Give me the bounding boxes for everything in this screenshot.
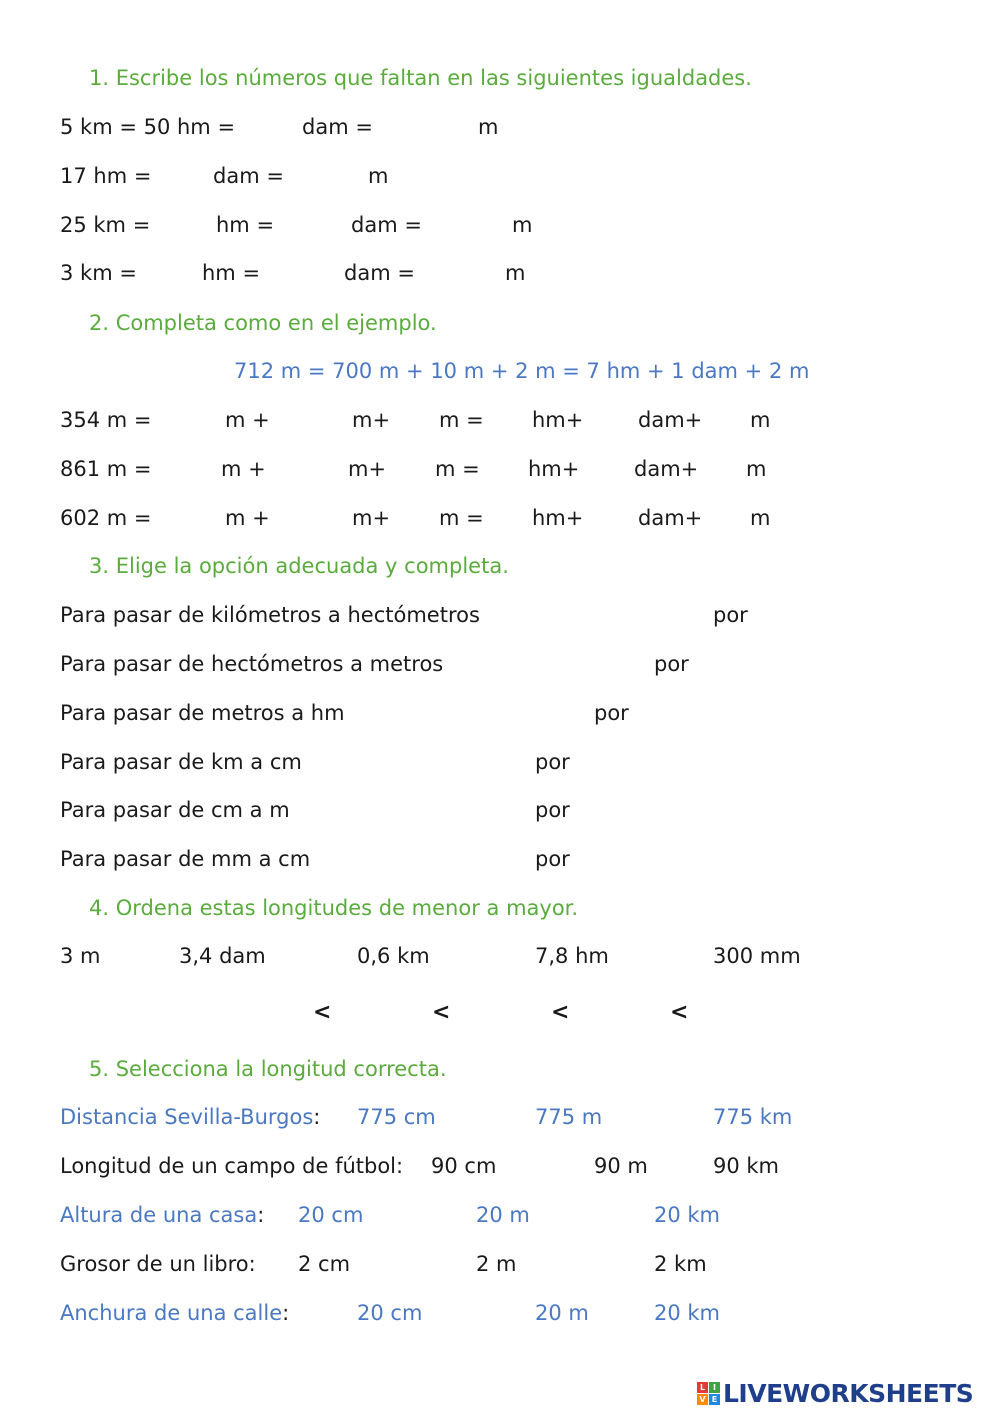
- s1-row1-dam: dam =: [302, 115, 373, 139]
- s2-row3-start: 602 m =: [60, 506, 152, 530]
- s2-row2-p6: m: [746, 457, 767, 481]
- s5-row3-label: Altura de una casa: [60, 1203, 258, 1227]
- s2-row2-p1: m +: [221, 457, 266, 481]
- liveworksheets-logo: [697, 1380, 973, 1406]
- s2-row3-p4: hm+: [532, 506, 584, 530]
- s4-item-3: 0,6 km: [357, 944, 430, 968]
- s2-row3-p6: m: [750, 506, 771, 530]
- s4-less-than-1: <: [313, 1000, 332, 1025]
- s1-row3-dam: dam =: [351, 213, 422, 237]
- logo-letter-i: I: [709, 1382, 720, 1393]
- s5-row1-label-group: [60, 1104, 320, 1130]
- s2-example: 712 m = 700 m + 10 m + 2 m = 7 hm + 1 dam + 2 m: [234, 359, 810, 383]
- s2-row2-p5: dam+: [634, 457, 699, 481]
- s3-row2-label: Para pasar de hectómetros a metros: [60, 652, 444, 676]
- s1-row2-start: 17 hm =: [60, 164, 152, 188]
- s4-less-than-4: <: [670, 1000, 689, 1025]
- s1-row3-start: 25 km =: [60, 213, 151, 237]
- s5-row1-label: Distancia Sevilla-Burgos: [60, 1105, 314, 1129]
- s5-row2-option-2[interactable]: 90 m: [594, 1154, 648, 1178]
- s3-row6-label: Para pasar de mm a cm: [60, 847, 311, 871]
- s5-row1-option-2[interactable]: 775 m: [535, 1105, 603, 1129]
- s1-row4-m: m: [505, 261, 526, 285]
- s4-less-than-2: <: [432, 1000, 451, 1025]
- s4-item-1: 3 m: [60, 944, 101, 968]
- s1-row1-start: 5 km = 50 hm =: [60, 115, 236, 139]
- s1-row2-dam: dam =: [213, 164, 284, 188]
- s5-row3-option-3[interactable]: 20 km: [654, 1203, 721, 1227]
- s1-row1-m: m: [478, 115, 499, 139]
- s2-row3-p1: m +: [225, 506, 270, 530]
- s2-row1-p3: m =: [439, 408, 484, 432]
- liveworksheets-logo-text: LIVEWORKSHEETS: [723, 1378, 974, 1408]
- s3-row1-por: por: [713, 603, 748, 627]
- s5-row5-colon: :: [282, 1301, 290, 1325]
- s2-row2-p2: m+: [348, 457, 387, 481]
- logo-letter-l: L: [697, 1382, 708, 1393]
- section-4-heading: 4. Ordena estas longitudes de menor a mayor.: [89, 896, 579, 920]
- s5-row3-option-2[interactable]: 20 m: [476, 1203, 530, 1227]
- s5-row1-option-1[interactable]: 775 cm: [357, 1105, 436, 1129]
- s5-row3-option-1[interactable]: 20 cm: [298, 1203, 364, 1227]
- s3-row3-label: Para pasar de metros a hm: [60, 701, 345, 725]
- s5-row3-label-group: [60, 1202, 264, 1228]
- s5-row4-option-2[interactable]: 2 m: [476, 1252, 517, 1276]
- section-1-heading: 1. Escribe los números que faltan en las siguientes igualdades.: [89, 66, 752, 90]
- s2-row3-p3: m =: [439, 506, 484, 530]
- s3-row5-por: por: [535, 798, 570, 822]
- s3-row4-por: por: [535, 750, 570, 774]
- s4-item-4: 7,8 hm: [535, 944, 609, 968]
- s1-row3-hm: hm =: [216, 213, 275, 237]
- s5-row5-label-group: [60, 1300, 289, 1326]
- s4-item-5: 300 mm: [713, 944, 801, 968]
- s1-row4-hm: hm =: [202, 261, 261, 285]
- s3-row3-por: por: [594, 701, 629, 725]
- logo-letter-e: E: [709, 1394, 720, 1405]
- section-5-heading: 5. Selecciona la longitud correcta.: [89, 1057, 447, 1081]
- s4-item-2: 3,4 dam: [179, 944, 266, 968]
- s5-row5-label: Anchura de una calle: [60, 1301, 283, 1325]
- s5-row1-colon: :: [313, 1105, 321, 1129]
- s3-row4-label: Para pasar de km a cm: [60, 750, 302, 774]
- s5-row4-label: Grosor de un libro:: [60, 1252, 256, 1276]
- s2-row1-p4: hm+: [532, 408, 584, 432]
- s1-row3-m: m: [512, 213, 533, 237]
- s2-row3-p5: dam+: [638, 506, 703, 530]
- s2-row1-p2: m+: [352, 408, 391, 432]
- s5-row2-label: Longitud de un campo de fútbol:: [60, 1154, 404, 1178]
- s3-row1-label: Para pasar de kilómetros a hectómetros: [60, 603, 480, 627]
- s3-row5-label: Para pasar de cm a m: [60, 798, 290, 822]
- s1-row4-start: 3 km =: [60, 261, 137, 285]
- s3-row6-por: por: [535, 847, 570, 871]
- section-3-heading: 3. Elige la opción adecuada y completa.: [89, 554, 509, 578]
- section-2-heading: 2. Completa como en el ejemplo.: [89, 311, 437, 335]
- s5-row2-option-1[interactable]: 90 cm: [431, 1154, 497, 1178]
- s2-row3-p2: m+: [352, 506, 391, 530]
- s2-row2-p3: m =: [435, 457, 480, 481]
- s5-row4-option-3[interactable]: 2 km: [654, 1252, 707, 1276]
- s5-row3-colon: :: [257, 1203, 265, 1227]
- s2-row1-start: 354 m =: [60, 408, 152, 432]
- s5-row4-option-1[interactable]: 2 cm: [298, 1252, 351, 1276]
- s5-row1-option-3[interactable]: 775 km: [713, 1105, 793, 1129]
- s2-row1-p6: m: [750, 408, 771, 432]
- s5-row5-option-3[interactable]: 20 km: [654, 1301, 721, 1325]
- s2-row2-p4: hm+: [528, 457, 580, 481]
- liveworksheets-logo-icon: [697, 1382, 720, 1405]
- s5-row2-option-3[interactable]: 90 km: [713, 1154, 780, 1178]
- s1-row2-m: m: [368, 164, 389, 188]
- s1-row4-dam: dam =: [344, 261, 415, 285]
- s2-row1-p5: dam+: [638, 408, 703, 432]
- s4-less-than-3: <: [551, 1000, 570, 1025]
- s5-row5-option-2[interactable]: 20 m: [535, 1301, 589, 1325]
- s2-row1-p1: m +: [225, 408, 270, 432]
- s2-row2-start: 861 m =: [60, 457, 152, 481]
- s3-row2-por: por: [654, 652, 689, 676]
- logo-letter-v: V: [697, 1394, 708, 1405]
- s5-row5-option-1[interactable]: 20 cm: [357, 1301, 423, 1325]
